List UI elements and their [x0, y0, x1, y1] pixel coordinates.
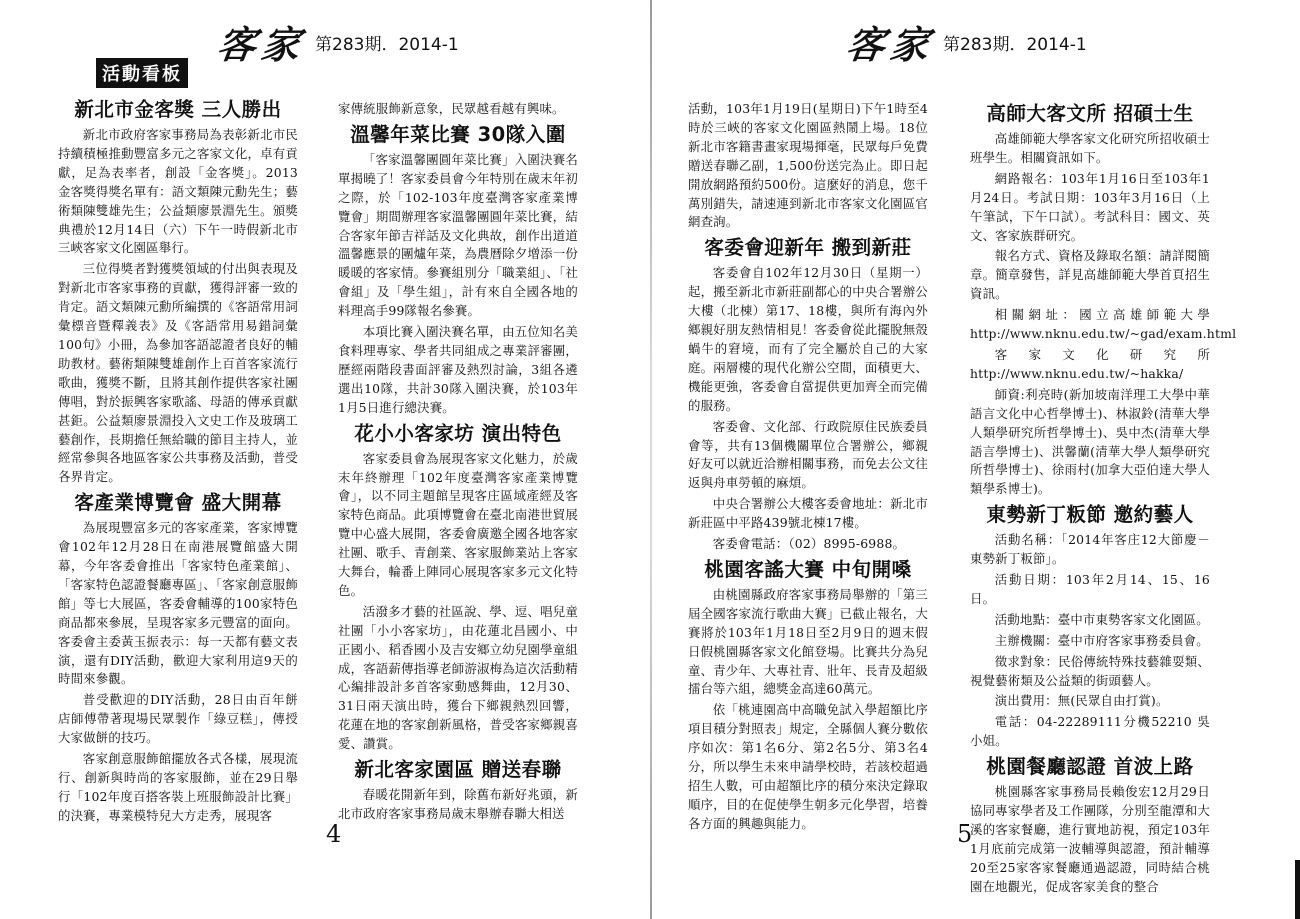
article-paragraph: 客家文化研究所http://www.nknu.edu.tw/~hakka/	[970, 346, 1210, 381]
article-headline: 桃園客謠大賽 中旬開嗓	[704, 557, 912, 581]
page-number: 5	[957, 820, 973, 848]
article-paragraph: 活潑多才藝的社區說、學、逗、唱兒童社團「小小客家坊」，由花蓮北昌國小、中正國小、稻香國小及吉安鄉立幼兒園學童組成，客語薪傳指導老師游淑梅為這次活動精心編排設計多首客家動感舞曲，12月30、31日兩天演出時，獲台下鄉親熱烈回響，花蓮在地的客家創新風格，普受客家鄉親喜愛、讚賞。	[338, 603, 578, 752]
article-paragraph: 客委會電話：（02）8995-6988。	[712, 536, 906, 552]
page-number: 4	[326, 820, 342, 848]
article-paragraph: 師資:利亮時(新加坡南洋理工大學中華語言文化中心哲學博士)、林淑鈴(清華大學人類學研究所哲學博士)、吳中杰(清華大學語言學博士)、洪馨蘭(清華大學人類學研究所哲學博士)、徐雨村(加拿大亞伯達大學人類學系博士)。	[970, 386, 1210, 497]
article-paragraph: 徵求對象：民俗傳統特殊技藝雜耍類、視覺藝術類及公益類的街頭藝人。	[970, 653, 1210, 688]
book-spine	[650, 0, 652, 919]
article-headline: 東勢新丁粄節 邀約藝人	[986, 503, 1194, 527]
article-paragraph: 相關網址：國立高雄師範大學http://www.nknu.edu.tw/~gad/exam.html	[970, 307, 1237, 342]
article-paragraph: 三位得獎者對獲獎領域的付出與表現及對新北市客家事務的貢獻，獲得評審一致的肯定。語文類陳元勳所編撰的《客語常用詞彙標音暨釋義表》及《客語常用易錯詞彙100句》小冊，為參加客語認證者良好的輔助教材。藝術類陳雙雄創作上百首客家流行歌曲，獲獎不斷，且將其創作提供客家社團傳唱，對於振興客家歌謠、母語的傳承貢獻甚鉅。公益類廖景淵投入文史工作及玻璃工藝創作，長期擔任無給職的節目主持人，並經常參與各地區客家公共事務及活動，普受各界肯定。	[58, 261, 298, 485]
article-paragraph: 活動，103年1月19日(星期日)下午1時至4時於三峽的客家文化園區熱鬧上場。18位新北市客籍書畫家現場揮毫，民眾每戶免費贈送春聯乙副，1,500份送完為止。即日起開放網路預約500份。這麼好的消息，您千萬別錯失，請速連到新北市客家文化園區官網查詢。	[688, 101, 928, 230]
magazine-logo: 客家	[843, 22, 938, 67]
article-paragraph: 電話：04-22289111分機52210 吳小姐。	[970, 714, 1210, 749]
article-paragraph: 活動日期：103年2月14、15、16日。	[970, 572, 1210, 606]
issue-label: 第283期．2014-1	[315, 35, 459, 55]
issue-label: 第283期．2014-1	[943, 35, 1087, 55]
article-paragraph: 演出費用：無(民眾自由打賞)。	[994, 693, 1169, 709]
section-badge: 活動看板	[96, 58, 188, 88]
left-column-1	[58, 96, 298, 828]
article-paragraph: 本項比賽入圍決賽名單，由五位知名美食料理專家、學者共同組成之專業評審團，歷經兩階段書面評審及熱烈討論，3組各遴選出10隊，共計30隊入圍決賽，於103年1月5日進行總決賽。	[338, 324, 578, 415]
article-paragraph: 普受歡迎的DIY活動，28日由百年餅店師傅帶著現場民眾製作「綠豆糕」，傳授大家做餅的技巧。	[58, 692, 298, 746]
article-paragraph: 中央合署辦公大樓客委會地址：新北市新莊區中平路439號北棟17樓。	[688, 496, 928, 531]
right-column-1	[688, 100, 928, 836]
article-paragraph: 家傳統服飾新意象，民眾越看越有興味。	[338, 101, 565, 116]
article-paragraph: 依「桃連園高中高職免試入學超額比序項目積分對照表」規定，全縣個人賽分數依序如次：第1名6分、第2名5分、第3名4分，所以學生未來申請學校時，若該校超過招生人數，可由超額比序的積分來決定錄取順序，目的在促使學生朝多元化學習，培養各方面的興趣與能力。	[688, 702, 928, 831]
article-headline: 高師大客文所 招碩士生	[986, 102, 1194, 125]
article-paragraph: 主辦機關：臺中市府客家事務委員會。	[994, 632, 1209, 648]
page-right	[655, 0, 1300, 919]
article-paragraph: 客家委員會為展現客家文化魅力，於歲末年終辦理「102年度臺灣客家產業博覽會」，以不同主題館呈現客庄區域產經及客家特色商品。此項博覽會在臺北南港世貿展覽中心盛大展開，客委會廣邀全國各地客家社團、歌手、青創業、客家服飾業站上客家大舞台，輪番上陣同心展現客家多元文化特色。	[338, 450, 578, 598]
article-paragraph: 活動名稱：「2014年客庄12大節慶－東勢新丁粄節」。	[970, 532, 1210, 567]
article-headline: 新北客家園區 贈送春聯	[354, 758, 562, 782]
article-paragraph: 網路報名：103年1月16日至103年1月24日。考試日期：103年3月16日（上午筆試，下午口試）。考試科目：國文、英文、客家族群研究。	[970, 170, 1210, 243]
article-paragraph: 客委會自102年12月30日（星期一）起，搬至新北市新莊副都心的中央合署辦公大樓（北棟）第17、18樓，與所有海內外鄉親好朋友熱情相見！客委會從此擺脫無殼蝸牛的窘境，而有了完全屬於自己的大家庭。兩層樓的現代化辦公空間，面積更大、機能更強，客委會自當提供更加齊全而完備的服務。	[688, 265, 928, 413]
article-headline: 花小小客家坊 演出特色	[354, 421, 562, 445]
article-paragraph: 桃園縣客家事務局長賴俊宏12月29日協同專家學者及工作團隊，分別至龍潭和大溪的客家餐廳，進行實地訪視，預定103年1月底前完成第一波輔導與認證，預計輔導20至25家客家餐廳通過認證，同時結合桃園在地觀光，促成客家美食的整合	[970, 784, 1210, 894]
article-paragraph: 「客家溫馨團圓年菜比賽」入圍決賽名單揭曉了！客家委員會今年特別在歲末年初之際，於「102-103年度臺灣客家產業博覽會」期間辦理客家溫馨團圓年菜比賽，結合客家年節吉祥話及文化典故，創作出道道溫馨應景的團爐年菜，為農曆除夕增添一份暖暖的客家情。參賽組別分「職業組」、「社會組」及「學生組」，計有來自全國各地的料理高手99隊報名參賽。	[338, 151, 578, 319]
magazine-logo: 客家	[214, 22, 309, 67]
right-column-2	[970, 100, 1237, 899]
article-headline: 桃園餐廳認證 首波上路	[986, 755, 1194, 779]
article-paragraph: 為展現豐富多元的客家產業，客家博覽會102年12月28日在南港展覽館盛大開幕，今年客委會推出「客家特色產業館」、「客家特色認證餐廳專區」、「客家創意服飾館」等七大展區，客委會輔導的100家特色商品都來參展，呈現客家多元豐富的面向。 客委會主委黃玉振表示：每一天都有藝文表演，還有DIY活動，歡迎大家利用這9天的時間來參觀。	[58, 520, 298, 687]
article-paragraph: 客家創意服飾館擺放各式各樣，展現流行、創新與時尚的客家服飾，並在29日舉行「102年度百搭客裝上班服飾設計比賽」的決賽，專業模特兒大方走秀，展現客	[58, 751, 298, 823]
article-paragraph: 高雄師範大學客家文化研究所招收碩士班學生。相關資訊如下。	[970, 131, 1210, 165]
article-paragraph: 客委會、文化部、行政院原住民族委員會等，共有13個機關單位合署辦公，鄉親好友可以就近洽辦相關事務，而免去公文往返與舟車勞頓的麻煩。	[688, 418, 928, 491]
left-column-2	[338, 100, 578, 826]
article-headline: 溫馨年菜比賽 30隊入圍	[350, 122, 566, 146]
article-paragraph: 報名方式、資格及錄取名額：請詳閱簡章。簡章發售，詳見高雄師範大學首頁招生資訊。	[970, 248, 1210, 302]
article-paragraph: 春暖花開新年到，除舊布新好兆頭，新北市政府客家事務局歲末舉辦春聯大相送	[338, 787, 578, 821]
article-headline: 新北市金客獎 三人勝出	[74, 98, 282, 121]
article-paragraph: 活動地點：臺中市東勢客家文化園區。	[994, 611, 1209, 627]
article-headline: 客產業博覽會 盛大開幕	[74, 491, 282, 515]
article-paragraph: 由桃園縣政府客家事務局舉辦的「第三屆全國客家流行歌曲大賽」已截止報名，大賽將於103年1月18日至2月9日的週末假日假桃園縣客家文化館登場。比賽共分為兒童、青少年、大專社青、壯年、長青及超級擂台等六組，總獎金高達60萬元。	[688, 586, 928, 697]
article-paragraph: 新北市政府客家事務局為表彰新北市民持續積極推動豐富多元之客家文化，卓有貢獻，足為表率者，創設「金客獎」。2013金客獎得獎名單有：語文類陳元勳先生；藝術類陳雙雄先生；公益類廖景淵先生。頒獎典禮於12月14日（六）下午一時假新北市三峽客家文化園區舉行。	[58, 127, 298, 256]
article-headline: 客委會迎新年 搬到新莊	[704, 236, 912, 260]
